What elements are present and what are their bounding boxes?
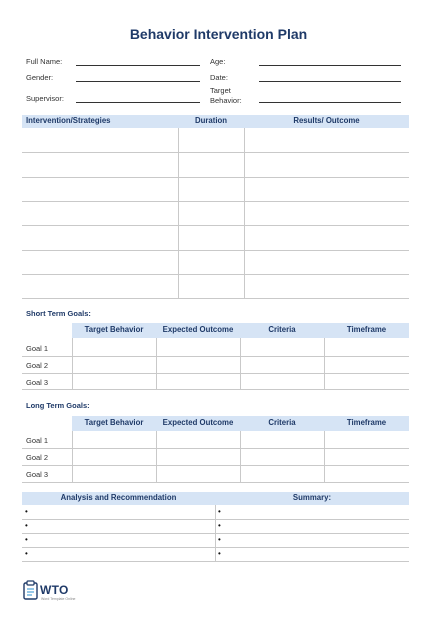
lt-goal-3-label: Goal 3 bbox=[26, 470, 49, 479]
st-col-divider bbox=[324, 338, 325, 389]
logo-wordmark: WTO bbox=[40, 583, 69, 597]
lt-col-divider bbox=[324, 431, 325, 482]
lt-col-divider bbox=[156, 431, 157, 482]
analysis-bullet: • bbox=[25, 549, 28, 558]
table-row bbox=[22, 225, 409, 226]
table-row bbox=[22, 152, 409, 153]
lt-timeframe-header: Timeframe bbox=[346, 418, 387, 427]
st-col-divider bbox=[240, 338, 241, 389]
table-row bbox=[22, 274, 409, 275]
lt-goal-1-label: Goal 1 bbox=[26, 436, 49, 445]
long-term-goals-title: Long Term Goals: bbox=[26, 401, 90, 410]
table-row bbox=[22, 177, 409, 178]
lt-expected-outcome-header: Expected Outcome bbox=[162, 418, 234, 427]
full-name-label: Full Name: bbox=[26, 57, 63, 66]
summary-bullet: • bbox=[218, 507, 221, 516]
table-row bbox=[22, 201, 409, 202]
date-label: Date: bbox=[210, 73, 228, 82]
target-behavior-field[interactable] bbox=[259, 102, 401, 103]
st-timeframe-header: Timeframe bbox=[346, 325, 387, 334]
st-goal-3-label: Goal 3 bbox=[26, 378, 49, 387]
table-row bbox=[22, 389, 409, 390]
summary-bullet: • bbox=[218, 549, 221, 558]
date-field[interactable] bbox=[259, 81, 401, 82]
table-row bbox=[22, 561, 409, 562]
short-term-goals-title: Short Term Goals: bbox=[26, 309, 91, 318]
supervisor-field[interactable] bbox=[76, 102, 200, 103]
table-row bbox=[22, 448, 409, 449]
table-row bbox=[22, 298, 409, 299]
target-behavior-label-line2: Behavior: bbox=[210, 96, 242, 105]
analysis-header: Analysis and Recommendation bbox=[60, 493, 177, 502]
table-row bbox=[22, 547, 409, 548]
table-row bbox=[22, 465, 409, 466]
target-behavior-label-line1: Target bbox=[210, 86, 231, 95]
logo-tagline: Word Template Online bbox=[41, 597, 76, 601]
lt-target-behavior-header: Target Behavior bbox=[84, 418, 144, 427]
table-row bbox=[22, 250, 409, 251]
summary-header: Summary: bbox=[292, 493, 332, 502]
summary-bullet: • bbox=[218, 521, 221, 530]
gender-field[interactable] bbox=[76, 81, 200, 82]
table-row bbox=[22, 533, 409, 534]
st-col-divider bbox=[72, 338, 73, 389]
table-row bbox=[22, 373, 409, 374]
supervisor-label: Supervisor: bbox=[26, 94, 64, 103]
lt-criteria-header: Criteria bbox=[268, 418, 296, 427]
table-row bbox=[22, 519, 409, 520]
st-target-behavior-header: Target Behavior bbox=[84, 325, 144, 334]
table-row bbox=[22, 356, 409, 357]
age-label: Age: bbox=[210, 57, 226, 66]
table-row bbox=[22, 482, 409, 483]
gender-label: Gender: bbox=[26, 73, 54, 82]
intervention-header: Intervention/Strategies bbox=[26, 116, 111, 125]
analysis-bullet: • bbox=[25, 507, 28, 516]
page-title: Behavior Intervention Plan bbox=[129, 26, 308, 42]
intervention-col-divider bbox=[178, 128, 179, 298]
lt-col-divider bbox=[72, 431, 73, 482]
summary-bullet: • bbox=[218, 535, 221, 544]
lt-goal-2-label: Goal 2 bbox=[26, 453, 49, 462]
results-header: Results/ Outcome bbox=[293, 116, 360, 125]
intervention-col-divider bbox=[244, 128, 245, 298]
st-col-divider bbox=[156, 338, 157, 389]
st-criteria-header: Criteria bbox=[268, 325, 296, 334]
lt-col-divider bbox=[240, 431, 241, 482]
st-expected-outcome-header: Expected Outcome bbox=[162, 325, 234, 334]
full-name-field[interactable] bbox=[76, 65, 200, 66]
age-field[interactable] bbox=[259, 65, 401, 66]
st-goal-2-label: Goal 2 bbox=[26, 361, 49, 370]
analysis-bullet: • bbox=[25, 535, 28, 544]
st-goal-1-label: Goal 1 bbox=[26, 344, 49, 353]
analysis-bullet: • bbox=[25, 521, 28, 530]
duration-header: Duration bbox=[194, 116, 228, 125]
